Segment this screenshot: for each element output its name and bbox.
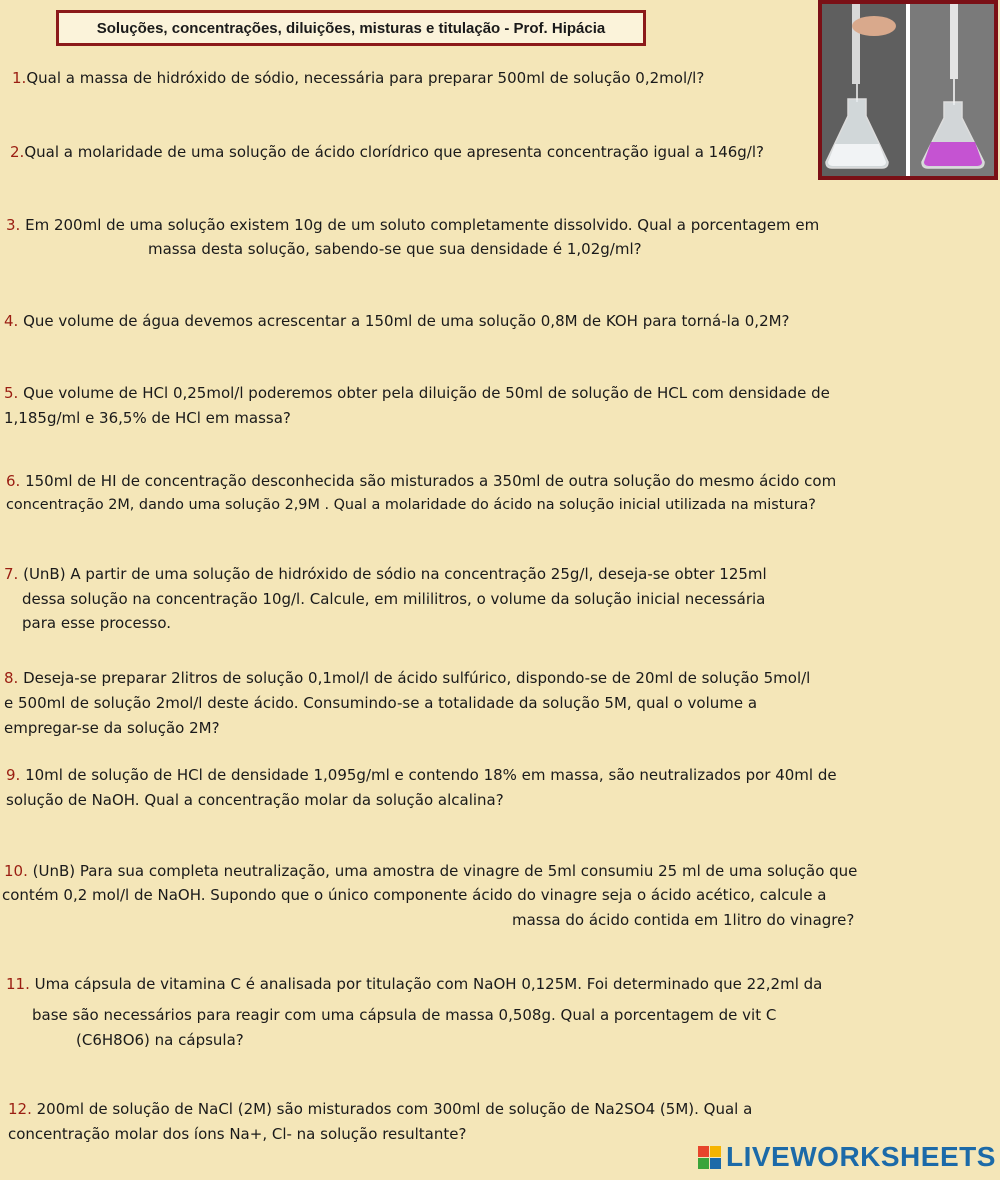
question-number: 7. (4, 565, 19, 583)
question-text: para esse processo. (22, 614, 172, 632)
titration-flasks-image (818, 0, 998, 180)
worksheet-title (56, 10, 646, 46)
question-text: Em 200ml de uma solução existem 10g de um soluto completamente dissolvido. Qual a porcentagem em (25, 216, 820, 234)
question-text: concentração molar dos íons Na+, Cl- na solução resultante? (8, 1125, 467, 1143)
question-text: Qual a massa de hidróxido de sódio, necessária para preparar 500ml de solução 0,2mol/l? (26, 69, 705, 87)
question-8 (4, 666, 810, 691)
question-text: empregar-se da solução 2M? (4, 719, 220, 737)
question-1 (12, 66, 704, 91)
question-number: 6. (6, 472, 21, 490)
question-text: dessa solução na concentração 10g/l. Calcule, em mililitros, o volume da solução inicial necessária (22, 590, 766, 608)
question-3 (6, 213, 819, 238)
question-number: 11. (6, 975, 30, 993)
question-text: solução de NaOH. Qual a concentração molar da solução alcalina? (6, 791, 504, 809)
question-11 (6, 972, 822, 997)
question-4 (4, 309, 790, 334)
question-number: 9. (6, 766, 21, 784)
question-number: 5. (4, 384, 19, 402)
question-number: 10. (4, 862, 28, 880)
liveworksheets-logo-icon (698, 1146, 722, 1170)
question-9 (6, 763, 837, 788)
question-8-line-3 (4, 716, 220, 741)
question-12 (8, 1097, 752, 1122)
question-text: Que volume de água devemos acrescentar a 150ml de uma solução 0,8M de KOH para torná-la 0,2M? (23, 312, 790, 330)
question-text: (UnB) Para sua completa neutralização, uma amostra de vinagre de 5ml consumiu 25 ml de uma solução que (32, 862, 858, 880)
question-number: 4. (4, 312, 19, 330)
question-number: 8. (4, 669, 19, 687)
worksheet-title-text: Soluções, concentrações, diluições, misturas e titulação - Prof. Hipácia (96, 19, 606, 37)
question-text: 1,185g/ml e 36,5% de HCl em massa? (4, 409, 291, 427)
question-text: Deseja-se preparar 2litros de solução 0,1mol/l de ácido sulfúrico, dispondo-se de 20ml de solução 5mol/l (23, 669, 811, 687)
question-number: 2. (10, 143, 25, 161)
question-text: Uma cápsula de vitamina C é analisada por titulação com NaOH 0,125M. Foi determinado que 22,2ml da (34, 975, 823, 993)
question-10-line-3 (512, 908, 854, 933)
question-7-line-3 (22, 611, 171, 636)
question-7-line-2 (22, 587, 765, 612)
question-text: 150ml de HI de concentração desconhecida são misturados a 350ml de outra solução do mesmo ácido com (25, 472, 837, 490)
question-10-line-2 (2, 883, 826, 908)
question-text: 10ml de solução de HCl de densidade 1,095g/ml e contendo 18% em massa, são neutralizados por 40ml de (25, 766, 837, 784)
question-9-line-2 (6, 788, 504, 813)
question-8-line-2 (4, 691, 757, 716)
question-text: massa do ácido contida em 1litro do vinagre? (512, 911, 855, 929)
question-6 (6, 469, 836, 494)
question-text: contém 0,2 mol/l de NaOH. Supondo que o único componente ácido do vinagre seja o ácido acético, calcule a (2, 886, 827, 904)
question-11-line-2 (32, 1003, 776, 1028)
question-5-line-2 (4, 406, 291, 431)
question-text: (UnB) A partir de uma solução de hidróxido de sódio na concentração 25g/l, deseja-se obter 125ml (23, 565, 767, 583)
question-number: 3. (6, 216, 21, 234)
question-6-line-2 (6, 493, 816, 518)
question-text: Que volume de HCl 0,25mol/l poderemos obter pela diluição de 50ml de solução de HCL com densidade de (23, 384, 830, 402)
question-10 (4, 859, 857, 884)
question-number: 12. (8, 1100, 32, 1118)
question-text: (C6H8O6) na cápsula? (76, 1031, 244, 1049)
question-7 (4, 562, 767, 587)
question-text: 200ml de solução de NaCl (2M) são misturados com 300ml de solução de Na2SO4 (5M). Qual a (36, 1100, 753, 1118)
question-number: 1. (12, 69, 27, 87)
question-text: base são necessários para reagir com uma cápsula de massa 0,508g. Qual a porcentagem de vit C (32, 1006, 777, 1024)
question-12-line-2 (8, 1122, 466, 1147)
brand-name[interactable]: LIVEWORKSHEETS (726, 1141, 996, 1172)
question-text: massa desta solução, sabendo-se que sua densidade é 1,02g/ml? (148, 240, 642, 258)
question-11-line-3 (76, 1028, 244, 1053)
question-text: Qual a molaridade de uma solução de ácido clorídrico que apresenta concentração igual a 146g/l? (24, 143, 764, 161)
question-3-line-2 (148, 237, 642, 262)
question-2 (10, 140, 764, 165)
question-text: concentração 2M, dando uma solução 2,9M . Qual a molaridade do ácido na solução inicial utilizada na mistura? (6, 497, 816, 513)
question-5 (4, 381, 830, 406)
question-text: e 500ml de solução 2mol/l deste ácido. Consumindo-se a totalidade da solução 5M, qual o volume a (4, 694, 758, 712)
titration-illustration (822, 4, 994, 176)
